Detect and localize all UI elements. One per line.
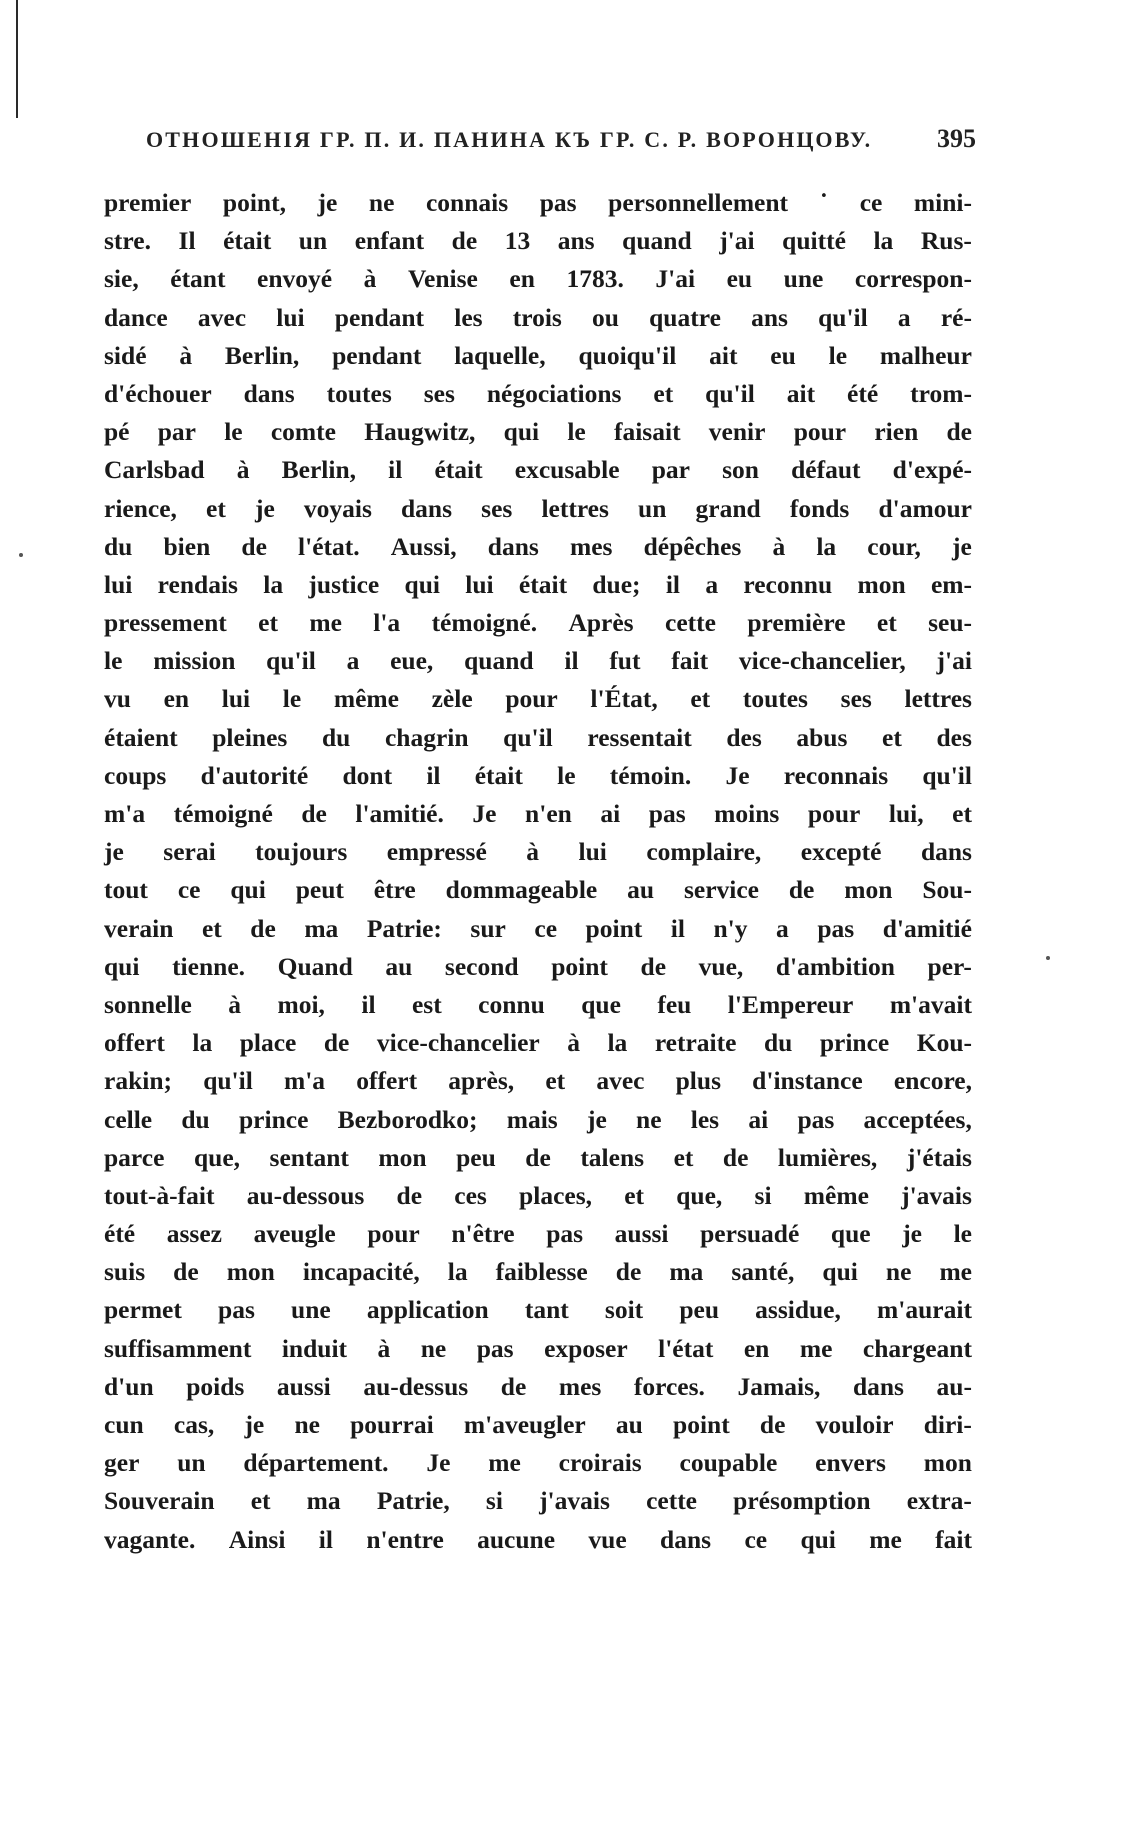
binding-edge-line bbox=[16, 0, 18, 118]
text-line: tout ce qui peut être dommageable au service de mon Sou- bbox=[104, 875, 972, 905]
text-line: d'échouer dans toutes ses négociations et qu'il ait été trom- bbox=[104, 378, 972, 408]
body-text bbox=[104, 184, 972, 1559]
text-line: pressement et me l'a témoigné. Après cette première et seu- bbox=[104, 608, 972, 638]
text-line: coups d'autorité dont il était le témoin. Je reconnais qu'il bbox=[104, 760, 972, 790]
text-line: lui rendais la justice qui lui était due; il a reconnu mon em- bbox=[104, 569, 972, 599]
text-line: pé par le comte Haugwitz, qui le faisait venir pour rien de bbox=[104, 417, 972, 447]
text-line: vagante. Ainsi il n'entre aucune vue dans ce qui me fait bbox=[104, 1524, 972, 1554]
text-line: premier point, je ne connais pas personnellement ˙ ce mini- bbox=[104, 188, 972, 217]
text-line: Carlsbad à Berlin, il était excusable par son défaut d'expé- bbox=[104, 455, 972, 485]
text-line: parce que, sentant mon peu de talens et de lumières, j'étais bbox=[104, 1142, 972, 1172]
text-line: ger un département. Je me croirais coupable envers mon bbox=[104, 1448, 972, 1478]
text-line: stre. Il était un enfant de 13 ans quand j'ai quitté la Rus- bbox=[104, 226, 972, 256]
text-line: offert la place de vice-chancelier à la retraite du prince Kou- bbox=[104, 1028, 972, 1058]
text-line: permet pas une application tant soit peu assidue, m'aurait bbox=[104, 1295, 972, 1325]
text-line: sidé à Berlin, pendant laquelle, quoiqu'il ait eu le malheur bbox=[104, 340, 972, 370]
text-line: qui tienne. Quand au second point de vue, d'ambition per- bbox=[104, 951, 972, 981]
text-line: je serai toujours empressé à lui complaire, excepté dans bbox=[104, 837, 972, 867]
stray-mark bbox=[1046, 956, 1050, 960]
text-line: d'un poids aussi au-dessus de mes forces. Jamais, dans au- bbox=[104, 1371, 972, 1401]
text-line: Souverain et ma Patrie, si j'avais cette présomption extra- bbox=[104, 1486, 972, 1516]
stray-mark bbox=[19, 553, 23, 557]
text-line: rakin; qu'il m'a offert après, et avec plus d'instance encore, bbox=[104, 1066, 972, 1096]
text-line: cun cas, je ne pourrai m'aveugler au point de vouloir diri- bbox=[104, 1410, 972, 1439]
text-line: sie, étant envoyé à Venise en 1783. J'ai eu une correspon- bbox=[104, 264, 972, 294]
text-line: suis de mon incapacité, la faiblesse de ma santé, qui ne me bbox=[104, 1257, 972, 1287]
text-line: été assez aveugle pour n'être pas aussi persuadé que je le bbox=[104, 1219, 972, 1249]
running-header bbox=[146, 124, 976, 158]
text-line: celle du prince Bezborodko; mais je ne les ai pas acceptées, bbox=[104, 1104, 972, 1134]
text-line: m'a témoigné de l'amitié. Je n'en ai pas moins pour lui, et bbox=[104, 799, 972, 828]
text-line: sonnelle à moi, il est connu que feu l'Empereur m'avait bbox=[104, 989, 972, 1019]
text-line: le mission qu'il a eue, quand il fut fait vice-chancelier, j'ai bbox=[104, 646, 972, 676]
text-line: vu en lui le même zèle pour l'État, et toutes ses lettres bbox=[104, 684, 972, 714]
text-line: suffisamment induit à ne pas exposer l'état en me chargeant bbox=[104, 1333, 972, 1363]
running-title: ОТНОШЕНІЯ ГР. П. И. ПАНИНА КЪ ГР. С. Р. ВОРОНЦОВУ. bbox=[146, 127, 873, 152]
text-line: verain et de ma Patrie: sur ce point il n'y a pas d'amitié bbox=[104, 913, 972, 943]
text-line: rience, et je voyais dans ses lettres un grand fonds d'amour bbox=[104, 493, 972, 523]
text-line: dance avec lui pendant les trois ou quatre ans qu'il a ré- bbox=[104, 302, 972, 332]
page-number: 395 bbox=[937, 124, 976, 153]
text-line: du bien de l'état. Aussi, dans mes dépêches à la cour, je bbox=[104, 531, 972, 561]
text-line: étaient pleines du chagrin qu'il ressentait des abus et des bbox=[104, 722, 972, 752]
text-line: tout-à-fait au-dessous de ces places, et que, si même j'avais bbox=[104, 1180, 972, 1210]
